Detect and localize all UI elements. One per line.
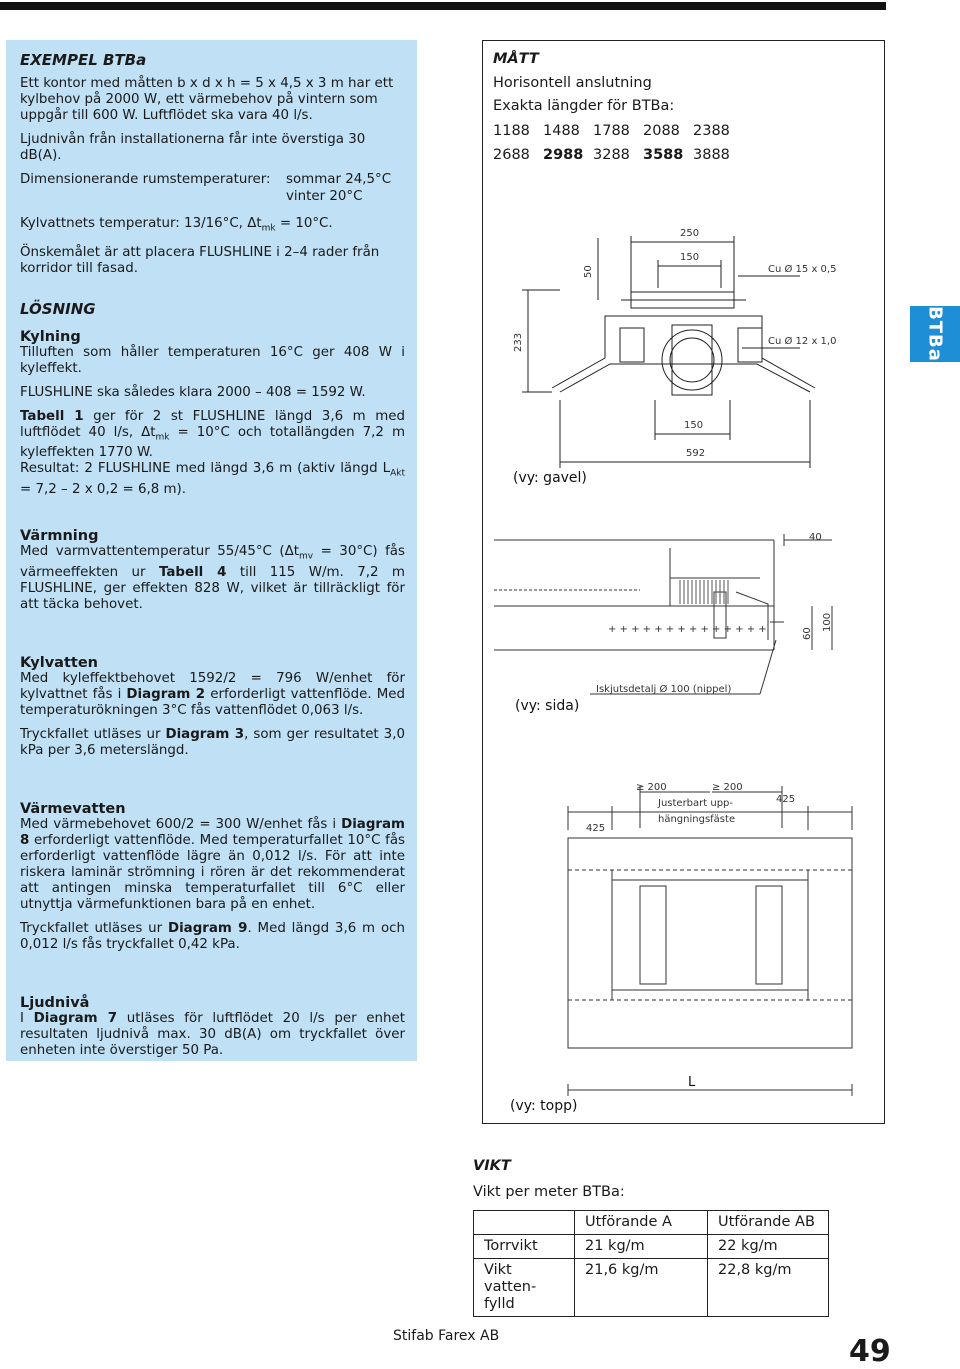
winter-temp: vinter 20°C	[286, 189, 363, 204]
cu-pipe-15: Cu Ø 15 x 0,5	[768, 264, 837, 275]
side-view-labels	[515, 532, 833, 714]
dim-425-right: 425	[776, 794, 796, 805]
bracket-note-2: hängningsfäste	[658, 814, 736, 825]
noise-heading: Ljudnivå	[20, 994, 90, 1011]
cooling-water-temp: Kylvattnets temperatur: 13/16°C, $\Delta t_{mk} = 10^\circ C$.	[20, 216, 333, 234]
cooling-p1: Tilluften som håller temperaturen 16°C ger 408 W i kyleffekt.	[20, 344, 405, 376]
weight-table	[473, 1210, 829, 1317]
weight-section	[473, 1158, 625, 1200]
top-view-drawing	[568, 786, 852, 1096]
dimensions-subtitle-2: Exakta längder för BTBa:	[493, 98, 675, 114]
cooling-result: Resultat: 2 FLUSHLINE med längd 3,6 m (aktiv längd $L_{Akt} = 7,2 - 2$ x 0,2 = 6,8 m).	[20, 461, 405, 498]
summer-temp: sommar 24,5°C	[286, 172, 392, 187]
solution-title: LÖSNING	[20, 299, 96, 318]
weight-table-header: Utförande A Utförande AB	[474, 1211, 829, 1235]
dim-425-left: 425	[586, 823, 606, 834]
gavel-view-caption: (vy: gavel)	[513, 470, 587, 486]
dim-40: 40	[809, 532, 822, 543]
noise-p1: I Diagram 7 utläses för luftflödet 20 l/s per enhet resultaten ljudnivå max. 30 dB(A) om tryckfallet över enheten inte överstiger 50 Pa.	[20, 1010, 405, 1058]
heating-p1: Med varmvattentemperatur 55/45°C $(\Delta t_{mv} = 30^\circ C)$ fås värmeeffekten ur Tabell 4 till 115 W/m. 7,2 m FLUSHLINE, ger effekten 828 W, vilket är tillräckligt för att täcka behovet.	[20, 544, 405, 612]
dimensions-subtitle-1: Horisontell anslutning	[493, 75, 652, 91]
cooling-p3: Tabell 1 ger för 2 st FLUSHLINE längd 3,6 m med luftflödet 40 l/s, $\Delta t_{mk} = 10^\circ C$ och totallängden 7,2 m kyleffekten 1770 W.	[20, 408, 405, 461]
dim-100: 100	[822, 612, 833, 632]
heating-water-p1: Med värmebehovet 600/2 = 300 W/enhet fås i Diagram 8 erforderligt vattenflöde. Med temperaturfallet 10°C fås erforderligt vattenflöde lägre än 0,012 l/s. För att inte riskera laminär strömning i rören är det rekommenderat att antingen minska temperaturfallet till 6°C eller utnyttja värmefunktionen bara på en enhet.	[20, 816, 405, 912]
nipple-label: Iskjutsdetalj Ø 100 (nippel)	[596, 684, 732, 695]
cu-pipe-12: Cu Ø 12 x 1,0	[768, 336, 837, 347]
top-view-caption: (vy: topp)	[510, 1098, 578, 1114]
table-row: Torrvikt 21 kg/m 22 kg/m	[474, 1235, 829, 1259]
lengths-row-1: 1188 1488 1788 2088 2388	[493, 123, 730, 139]
heating-heading: Värmning	[20, 528, 99, 545]
heating-water-p2: Tryckfallet utläses ur Diagram 9. Med längd 3,6 m och 0,012 l/s fås tryckfallet 0,42 kPa.	[20, 920, 405, 952]
footer-company: Stifab Farex AB	[393, 1328, 500, 1344]
side-view-caption: (vy: sida)	[515, 698, 580, 714]
section-tab: BTBa	[910, 306, 960, 362]
dim-233: 233	[513, 332, 524, 352]
example-title: EXEMPEL BTBa	[20, 51, 147, 69]
cooling-water-heading: Kylvatten	[20, 654, 98, 671]
dim-60: 60	[802, 627, 813, 640]
bracket-note-1: Justerbart upp-	[658, 798, 734, 809]
weight-subtitle: Vikt per meter BTBa:	[473, 1184, 625, 1200]
cooling-water-p1: Med kyleffektbehovet 1592/2 = 796 W/enhet för kylvattnet fås i Diagram 2 erforderligt vattenflöde. Med temperaturökningen 3°C fås vattenflödet 0,063 l/s.	[20, 670, 405, 718]
dim-150-bottom: 150	[684, 420, 704, 431]
cooling-water-p2: Tryckfallet utläses ur Diagram 3, som ger resultatet 3,0 kPa per 3,6 meterslängd.	[20, 726, 405, 758]
lengths-row-2: 2688 2988 3288 3588 3888	[493, 147, 730, 163]
weight-title: VIKT	[473, 1158, 511, 1174]
design-temperatures: Dimensionerande rumstemperaturer: sommar 24,5°C vinter 20°C	[20, 172, 392, 204]
dim-200-left: ≥ 200	[636, 782, 667, 793]
dim-50: 50	[583, 265, 594, 278]
top-view-labels	[510, 782, 795, 1114]
dim-592: 592	[686, 448, 706, 459]
table-row: Vikt vatten-fylld 21,6 kg/m 22,8 kg/m	[474, 1259, 829, 1317]
gavel-view-labels	[513, 228, 836, 486]
dim-200-right: ≥ 200	[712, 782, 743, 793]
heating-water-heading: Värmevatten	[20, 800, 126, 817]
side-view-drawing	[494, 534, 832, 694]
cooling-p2: FLUSHLINE ska således klara 2000 – 408 = 1592 W.	[20, 384, 366, 400]
example-noise: Ljudnivån från installationerna får inte överstiga 30 dB(A).	[20, 132, 366, 163]
dim-250: 250	[680, 228, 700, 239]
length-label: L	[688, 1075, 696, 1090]
page-number: 49	[849, 1334, 891, 1369]
side-view-markers: + + + + + + + + + + + + + +	[608, 624, 767, 635]
example-intro: Ett kontor med måtten b x d x h = 5 x 4,5 x 3 m har ett kylbehov på 2000 W, ett värmebehov på vintern som uppgår till 600 W. Luftflödet ska vara 40 l/s.	[20, 76, 394, 123]
dimensions-title: MÅTT	[493, 51, 539, 67]
dim-150-top: 150	[680, 252, 700, 263]
placement-wish: Önskemålet är att placera FLUSHLINE i 2–4 rader från korridor till fasad.	[20, 244, 380, 276]
cooling-heading: Kylning	[20, 328, 81, 345]
